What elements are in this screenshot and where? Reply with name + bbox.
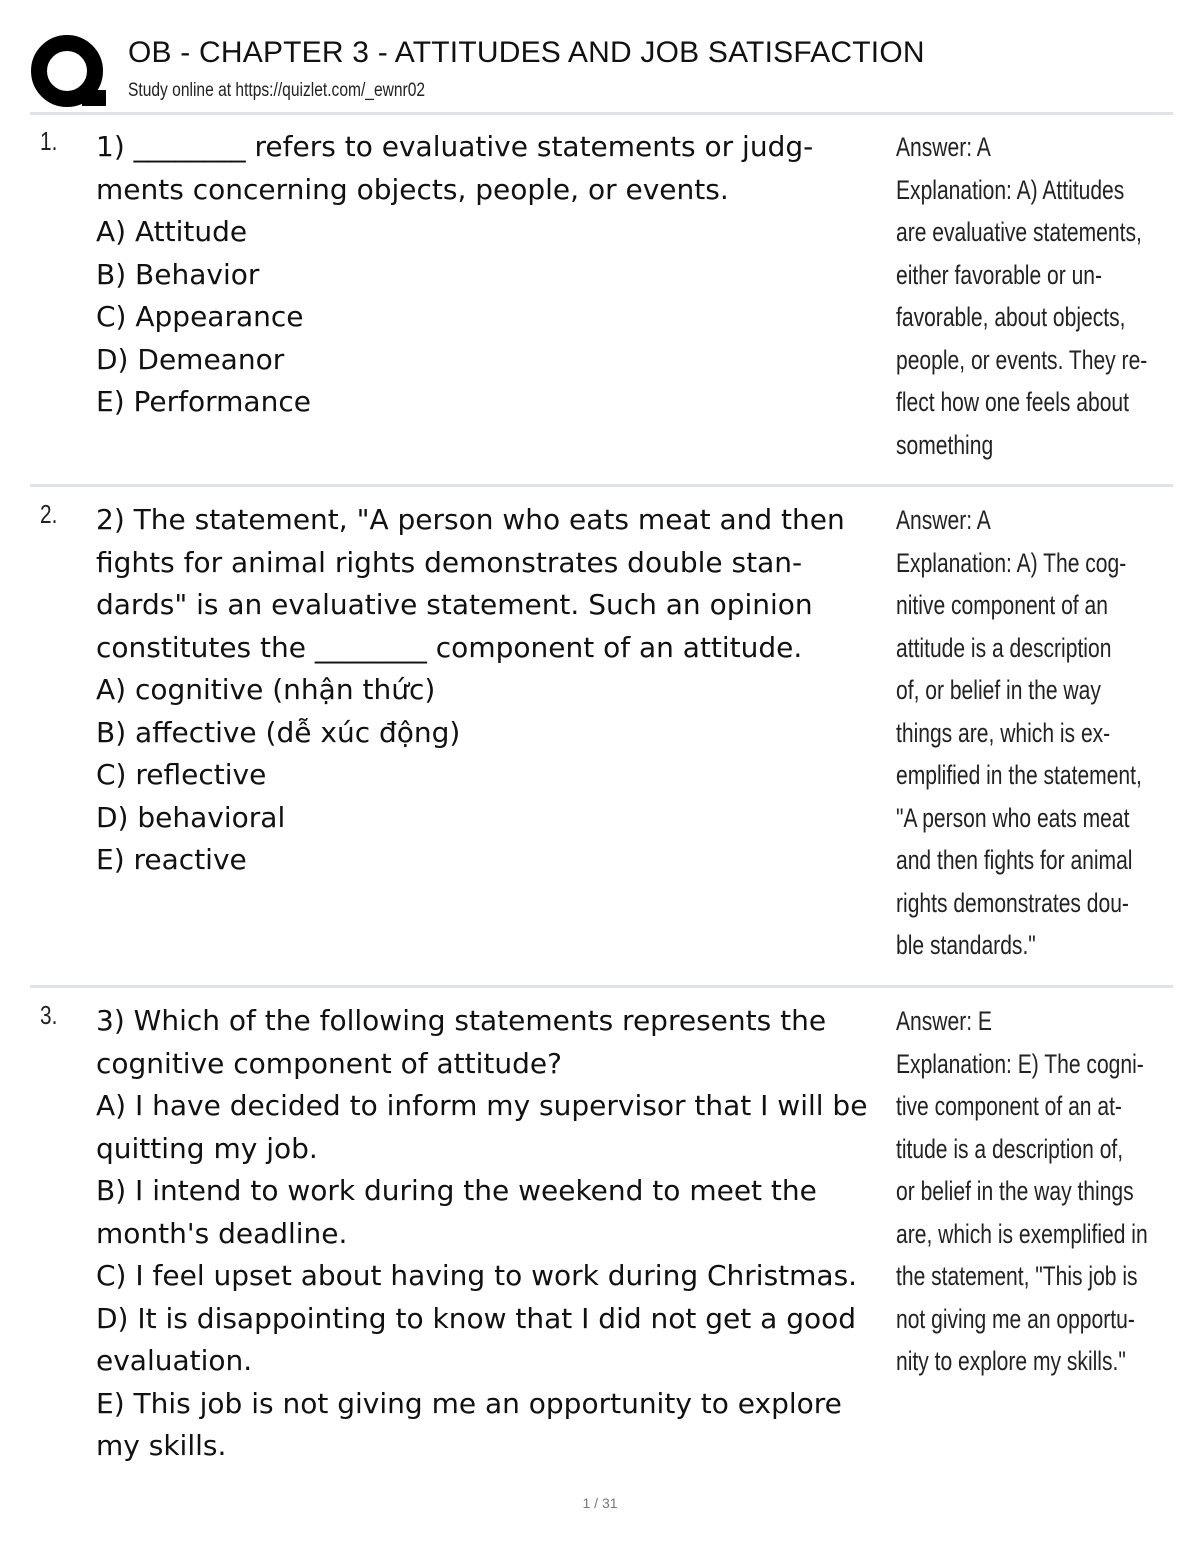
- quizlet-q-logo-icon: [30, 32, 108, 110]
- option-b-cont: month's deadline.: [96, 1216, 348, 1250]
- option-a: A) Attitude: [96, 215, 248, 248]
- page-number: 1 / 31: [582, 1495, 618, 1511]
- explanation-line: or belief in the way things: [896, 1176, 1134, 1206]
- explanation-line: are evaluative statements,: [896, 217, 1142, 247]
- question-number: 3.: [40, 1000, 58, 1030]
- answer-label: Answer: A: [896, 505, 991, 535]
- explanation-line: are, which is exemplified in: [896, 1218, 1148, 1249]
- explanation-line: people, or events. They re-: [896, 344, 1148, 375]
- answer-explanation: [896, 126, 1196, 466]
- option-d-cont: evaluation.: [96, 1344, 253, 1377]
- answer-explanation: [896, 499, 1196, 967]
- question-line: cognitive component of attitude?: [96, 1046, 562, 1080]
- question-line: constitutes the ________ component of an attitude.: [96, 630, 803, 664]
- explanation-line: favorable, about objects,: [896, 302, 1126, 332]
- explanation-line: of, or belief in the way: [896, 675, 1101, 705]
- question-text: [96, 1000, 896, 1468]
- answer-label: Answer: E: [896, 1006, 992, 1036]
- answer-label: Answer: A: [896, 132, 991, 162]
- question-text: [96, 499, 896, 882]
- explanation-line: Explanation: A) The cog-: [896, 547, 1127, 578]
- explanation-line: and then fights for animal: [896, 845, 1133, 875]
- explanation-line: Explanation: A) Attitudes: [896, 174, 1125, 205]
- option-c: C) reflective: [96, 758, 267, 791]
- explanation-line: attitude is a description: [896, 632, 1112, 663]
- explanation-line: "A person who eats meat: [896, 802, 1130, 833]
- document-header: [30, 28, 1175, 110]
- explanation-line: titude is a description of,: [896, 1133, 1124, 1164]
- divider: [30, 484, 1173, 487]
- option-b: B) I intend to work during the weekend to meet the: [96, 1174, 817, 1207]
- option-d: D) It is disappointing to know that I did not get a good: [96, 1301, 857, 1335]
- option-e: E) This job is not giving me an opportunity to explore: [96, 1386, 842, 1420]
- explanation-line: rights demonstrates dou-: [896, 887, 1129, 918]
- question-line: 3) Which of the following statements represents the: [96, 1004, 827, 1037]
- explanation-line: ble standards.": [896, 930, 1036, 960]
- option-c: C) I feel upset about having to work during Christmas.: [96, 1259, 858, 1292]
- option-a-cont: quitting my job.: [96, 1131, 318, 1165]
- option-a: A) I have decided to inform my supervisor that I will be: [96, 1089, 868, 1122]
- option-e-cont: my skills.: [96, 1429, 227, 1462]
- explanation-line: tive component of an at-: [896, 1091, 1122, 1121]
- question-line: 2) The statement, "A person who eats meat and then: [96, 503, 845, 536]
- option-a: A) cognitive (nhận thức): [96, 673, 436, 706]
- explanation-line: not giving me an opportu-: [896, 1303, 1135, 1334]
- explanation-line: either favorable or un-: [896, 259, 1103, 290]
- explanation-line: flect how one feels about: [896, 387, 1129, 417]
- option-b: B) affective (dễ xúc động): [96, 715, 461, 749]
- explanation-line: emplified in the statement,: [896, 760, 1142, 790]
- option-d: D) Demeanor: [96, 342, 285, 376]
- explanation-line: the statement, "This job is: [896, 1261, 1138, 1291]
- answer-explanation: [896, 1000, 1196, 1383]
- explanation-line: nity to explore my skills.": [896, 1346, 1126, 1376]
- explanation-line: something: [896, 429, 994, 460]
- divider: [30, 985, 1173, 988]
- question-line: dards" is an evaluative statement. Such an opinion: [96, 588, 813, 621]
- explanation-line: Explanation: E) The cogni-: [896, 1048, 1144, 1079]
- option-c: C) Appearance: [96, 300, 304, 333]
- option-e: E) Performance: [96, 385, 311, 418]
- explanation-line: nitive component of an: [896, 590, 1108, 620]
- question-number: 1.: [40, 126, 58, 156]
- question-line: ments concerning objects, people, or events.: [96, 172, 729, 206]
- study-online-link[interactable]: Study online at https://quizlet.com/_ewnr02: [128, 80, 426, 101]
- question-line: fights for animal rights demonstrates double stan-: [96, 545, 803, 579]
- divider: [30, 112, 1173, 115]
- option-e: E) reactive: [96, 843, 247, 876]
- option-b: B) Behavior: [96, 257, 260, 291]
- question-text: [96, 126, 896, 424]
- question-line: 1) ________ refers to evaluative statements or judg-: [96, 130, 814, 163]
- option-d: D) behavioral: [96, 800, 286, 834]
- document-title: OB - CHAPTER 3 - ATTITUDES AND JOB SATISFACTION: [128, 36, 925, 69]
- explanation-line: things are, which is ex-: [896, 717, 1111, 748]
- question-number: 2.: [40, 499, 58, 529]
